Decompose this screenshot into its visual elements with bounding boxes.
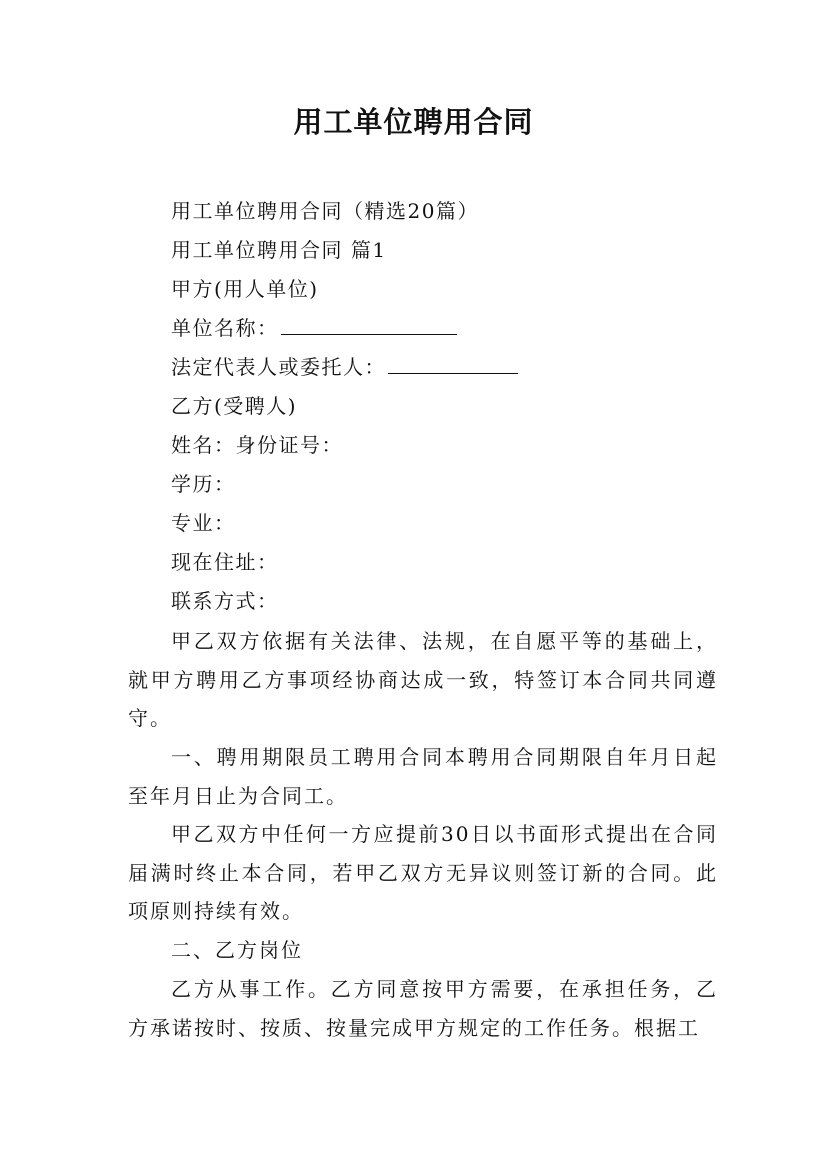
party-a-heading: 甲方(用人单位) [171, 277, 319, 301]
legal-rep-blank [388, 355, 518, 374]
party-b-heading: 乙方(受聘人) [171, 394, 298, 418]
subtitle-line: 用工单位聘用合同（精选20篇） [171, 199, 479, 223]
address-line: 现在住址： [171, 550, 279, 574]
termination-paragraph: 甲乙双方中任何一方应提前30日以书面形式提出在合同届满时终止本合同，若甲乙双方无异议则签订新的合同。此项原则持续有效。 [128, 822, 718, 923]
unit-name-row [171, 314, 457, 342]
document-title: 用工单位聘用合同 [293, 105, 534, 139]
position-heading: 二、乙方岗位 [171, 938, 303, 962]
contract-part-heading: 用工单位聘用合同 篇1 [171, 238, 387, 262]
unit-name-blank [281, 316, 457, 335]
legal-rep-row [171, 353, 518, 381]
major-line: 专业： [171, 511, 236, 535]
position-paragraph: 乙方从事工作。乙方同意按甲方需要，在承担任务，乙方承诺按时、按质、按量完成甲方规定的工作任务。根据工 [128, 977, 718, 1040]
term-paragraph: 一、聘用期限员工聘用合同本聘用合同期限自年月日起至年月日止为合同工。 [128, 745, 718, 808]
legal-rep-label: 法定代表人或委托人： [171, 355, 386, 379]
education-line: 学历： [171, 472, 236, 496]
name-id-line: 姓名：身份证号： [171, 433, 343, 457]
intro-paragraph: 甲乙双方依据有关法律、法规，在自愿平等的基础上，就甲方聘用乙方事项经协商达成一致，特签订本合同共同遵守。 [128, 629, 718, 730]
contact-line: 联系方式： [171, 589, 279, 613]
unit-name-label: 单位名称： [171, 316, 279, 340]
